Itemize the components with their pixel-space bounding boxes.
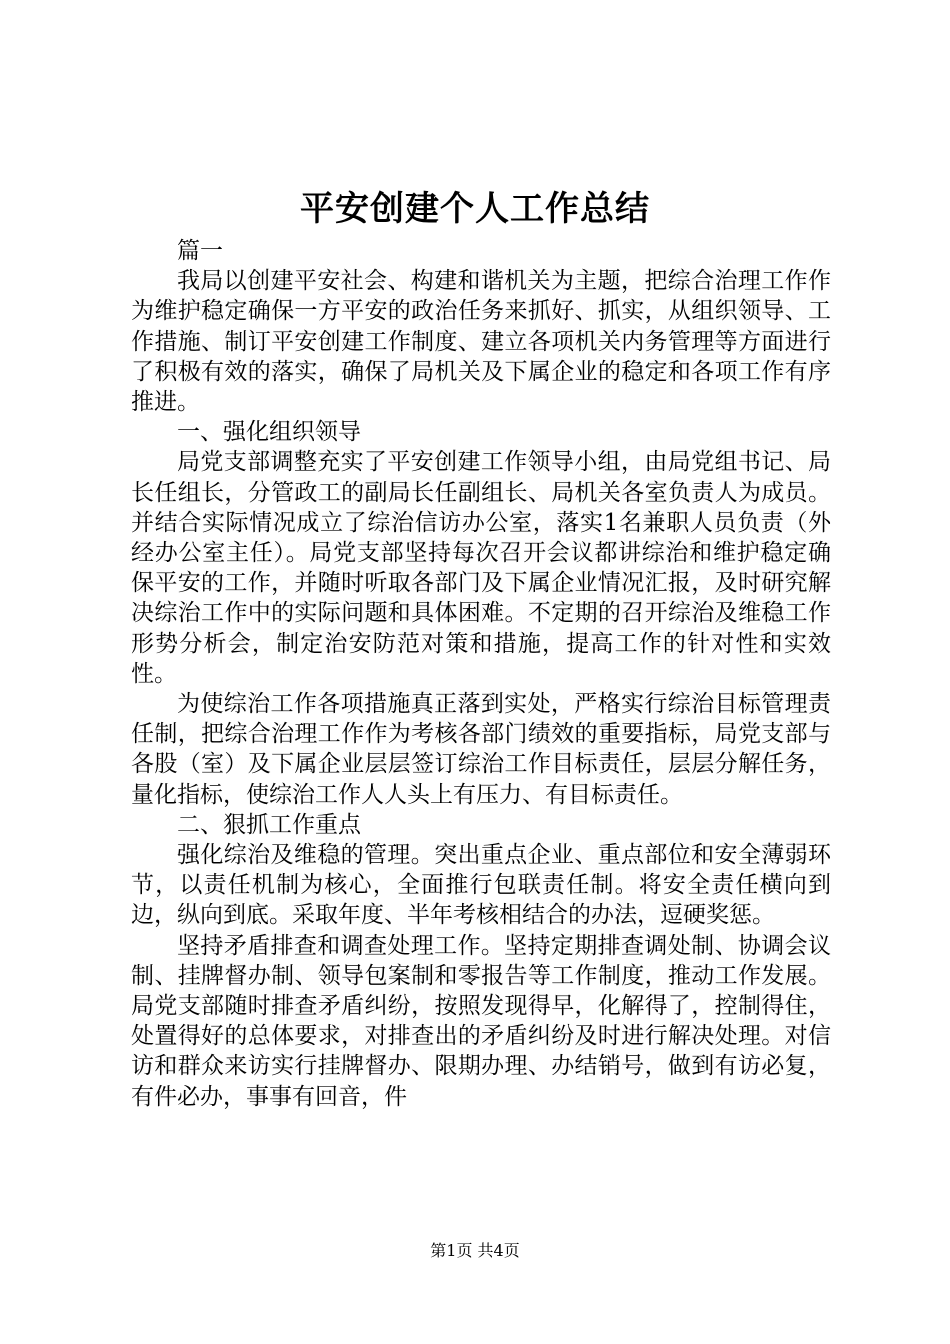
page-footer: 第1页 共4页 — [430, 1241, 520, 1260]
document-title: 平安创建个人工作总结 — [300, 189, 650, 229]
body-paragraph: 坚持矛盾排查和调查处理工作。坚持定期排查调处制、协调会议制、挂牌督办制、领导包案制和零报告等工作制度，推动工作发展。局党支部随时排查矛盾纠纷，按照发现得早，化解得了，控制得住，处置得好的总体要求，对排查出的矛盾纠纷及时进行解决处理。对信访和群众来访实行挂牌督办、限期办理、办结销号，做到有访必复，有件必办，事事有回音，件 — [131, 932, 831, 1110]
body-paragraph: 强化综治及维稳的管理。突出重点企业、重点部位和安全薄弱环节，以责任机制为核心，全面推行包联责任制。将安全责任横向到边，纵向到底。采取年度、半年考核相结合的办法，逗硬奖惩。 — [131, 842, 831, 929]
body-paragraph: 局党支部调整充实了平安创建工作领导小组，由局党组书记、局长任组长，分管政工的副局长任副组长、局机关各室负责人为成员。并结合实际情况成立了综治信访办公室，落实1名兼职人员负责（外经办公室主任）。局党支部坚持每次召开会议都讲综治和维护稳定确保平安的工作，并随时听取各部门及下属企业情况汇报，及时研究解决综治工作中的实际问题和具体困难。不定期的召开综治及维稳工作形势分析会，制定治安防范对策和措施，提高工作的针对性和实效性。 — [131, 449, 831, 687]
section-label: 篇一 — [177, 238, 223, 264]
body-paragraph: 我局以创建平安社会、构建和谐机关为主题，把综合治理工作作为维护稳定确保一方平安的政治任务来抓好、抓实，从组织领导、工作措施、制订平安创建工作制度、建立各项机关内务管理等方面进行了积极有效的落实，确保了局机关及下属企业的稳定和各项工作有序推进。 — [131, 268, 831, 416]
section-heading: 一、强化组织领导 — [177, 419, 361, 446]
section-heading: 二、狠抓工作重点 — [177, 811, 361, 838]
document-body — [131, 236, 831, 1112]
body-paragraph: 为使综治工作各项措施真正落到实处，严格实行综治目标管理责任制，把综合治理工作作为考核各部门绩效的重要指标，局党支部与各股（室）及下属企业层层签订综治工作目标责任，层层分解任务，量化指标，使综治工作人人头上有压力、有目标责任。 — [131, 691, 831, 808]
